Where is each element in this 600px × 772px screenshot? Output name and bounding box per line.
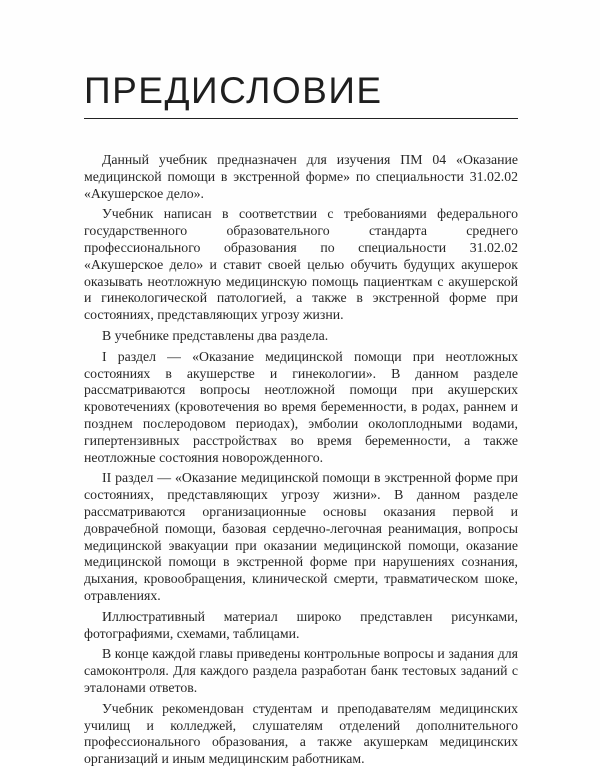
paragraph: В учебнике представлены два раздела. <box>102 327 329 343</box>
paragraph: Иллюстративный материал широко представлен рисунками, фотографиями, схемами, таблицами. <box>84 608 518 641</box>
paragraph: I раздел — «Оказание медицинской помощи при неотложных состояниях в акушерстве и гинекологии». В данном разделе рассматриваются вопросы неотложной помощи при акушерских кровотечениях (кровотечения во время беременности, в родах, раннем и позднем послеродовом периодах), эмболии околоплодными водами, гипертензивных расстройствах во время беременности, а также неотложные состояния новорожденного. <box>84 348 518 465</box>
paragraph: Данный учебник предназначен для изучения ПМ 04 «Оказание медицинской помощи в экстренной форме» по специальности 31.02.02 «Акушерское дело». <box>84 152 518 201</box>
heading-underline <box>84 118 518 119</box>
paragraph: Учебник написан в соответствии с требованиями федерального государственного образовательного стандарта среднего профессионального образования по специальности 31.02.02 «Акушерское дело» и ставит своей целью обучить будущих акушерок оказывать неотложную медицинскую помощь пациенткам с акушерской и гинекологической патологией, а также в экстренной форме при состояниях, представляющих угрозу жизни. <box>84 206 518 323</box>
paragraph: II раздел — «Оказание медицинской помощи в экстренной форме при состояниях, представляющих угрозу жизни». В данном разделе рассматриваются организационные основы оказания первой и доврачебной помощи, базовая сердечно-легочная реанимация, вопросы медицинской эвакуации при оказании медицинской помощи, оказание медицинской помощи в экстренной форме при нарушениях сознания, дыхания, кровообращения, клинической смерти, травматическом шоке, отравлениях. <box>84 470 518 603</box>
preface-body <box>84 152 518 772</box>
paragraph: В конце каждой главы приведены контрольные вопросы и задания для самоконтроля. Для каждого раздела разработан банк тестовых заданий с эталонами ответов. <box>84 646 518 695</box>
paragraph: Учебник рекомендован студентам и преподавателям медицинских училищ и колледжей, слушателям отделений дополнительного профессионального образования, а также акушеркам медицинских организаций и иным медицинским работникам. <box>84 700 518 767</box>
chapter-heading: ПРЕДИСЛОВИЕ <box>84 70 383 111</box>
